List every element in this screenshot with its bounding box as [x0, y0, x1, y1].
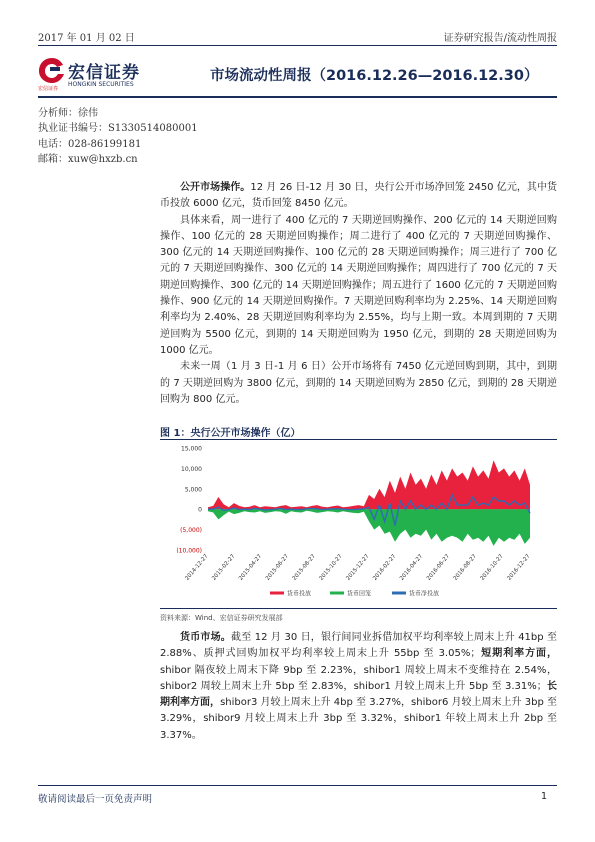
x-tick-label: 2015-04-27: [238, 553, 264, 582]
figure-source: 资料来源：Wind、宏信证券研究发展部: [160, 614, 283, 622]
analyst-phone: 电话：028-86199181: [38, 138, 142, 150]
logo-mark-icon: [38, 56, 66, 86]
open-market-detail: 具体来看，周一进行了 400 亿元的 7 天期逆回购操作、200 亿元的 14 天期逆回购操作、100 亿元的 28 天期逆回购操作；周二进行了 400 亿元的 7 天期逆回购操作、300 亿元的 14 天期逆回购操作、100 亿元的 28 天期逆回购操作；周三进行了 700 亿元的 7 天期逆回购操作、300 亿元的 14 天期逆回购操作；周四进行了 700 亿元的 7 天期逆回购操作、300 亿元的 14 天期逆回购操作；周五进行了 1600 亿元的 7 天期逆回购操作、900 亿元的 14 天期逆回购操作。7 天期逆回购利率均为 2.25%、14 天期逆回购利率均为 2.40%、28 天期逆回购利率均为 2.55%，均与上期一致。本周到期的 7 天期逆回购为 5500 亿元，到期的 14 天期逆回购为 1950 亿元，到期的 28 天期逆回购为 1000 亿元。: [160, 214, 557, 356]
report-title: 市场流动性周报（2016.12.26—2016.12.30）: [210, 68, 539, 84]
legend-label: 货币投放: [287, 590, 312, 598]
open-market-section: [160, 180, 557, 408]
y-tick-label: 0: [198, 506, 202, 514]
logo-name-cn: 宏信证券: [68, 63, 140, 83]
x-tick-label: 2015-02-27: [211, 553, 237, 582]
logo-name-en: HONGKIN SECURITIES: [68, 81, 134, 88]
figure-bottom-rule: [160, 608, 557, 609]
x-tick-label: 2016-04-27: [399, 553, 425, 582]
logo-name-small: 宏信证券: [38, 86, 59, 92]
x-tick-label: 2016-06-27: [425, 553, 452, 582]
analyst-name: 分析师：徐伟: [38, 108, 98, 119]
y-tick-label: (10,000): [176, 547, 202, 555]
legend-label: 货币净投放: [409, 590, 440, 598]
y-tick-label: (5,000): [180, 527, 202, 535]
footer-disclaimer: 敬请阅读最后一页免责声明: [38, 794, 153, 805]
page-number: 1: [540, 791, 547, 802]
x-tick-label: 2016-02-27: [372, 553, 398, 582]
x-tick-label: 2016-08-27: [452, 553, 478, 582]
analyst-license: 执业证书编号：S1330514080001: [38, 123, 198, 135]
open-market-chart: [160, 440, 557, 606]
y-tick-label: 10,000: [181, 465, 202, 473]
open-market-summary: [160, 180, 557, 213]
x-tick-label: 2015-12-27: [345, 553, 371, 582]
analyst-info: [38, 106, 198, 167]
money-market-text: [160, 630, 557, 744]
y-tick-label: 15,000: [181, 445, 202, 453]
x-tick-label: 2016-12-27: [506, 553, 532, 582]
x-tick-label: 2015-06-27: [264, 553, 291, 582]
money-market-section: [160, 630, 557, 744]
short-rate-heading: 短期利率方面，: [480, 648, 557, 660]
company-logo: [38, 56, 168, 96]
title-divider: [38, 96, 557, 98]
figure-title: 图 1：央行公开市场操作（亿）: [160, 428, 301, 439]
x-tick-label: 2015-08-27: [291, 553, 317, 582]
footer-divider: [38, 785, 557, 786]
header-divider: [38, 45, 557, 46]
x-tick-label: 2014-12-27: [184, 553, 210, 582]
open-market-heading: 公开市场操作。: [180, 182, 251, 193]
money-market-heading: 货币市场。: [180, 632, 232, 643]
series-area-injection: [208, 460, 530, 509]
y-tick-label: 5,000: [184, 486, 202, 494]
open-market-outlook: 未来一周（1 月 3 日-1 月 6 日）公开市场将有 7450 亿元逆回购到期，其中，到期的 7 天期逆回购为 3800 亿元，到期的 14 天期逆回购为 2850 亿元，到期的 28 天期逆回购为 800 亿元。: [160, 361, 557, 405]
series-area-withdrawal: [208, 509, 530, 546]
long-rate-text: shibor3 月较上周末上升 4bp 至 3.27%，shibor6 月较上周末上升 3bp 至 3.29%，shibor9 月较上周末上升 3bp 至 3.32%，shibor1 年较上周末上升 2bp 至 3.37%。: [160, 697, 558, 741]
long-rate-heading: 长期利率方面，: [160, 680, 557, 709]
report-category: 证券研究报告/流动性周报: [443, 33, 557, 44]
money-market-rates: 截至 12 月 30 日，银行间同业拆借加权平均利率较上周末上升 41bp 至 2.88%、质押式回购加权平均利率较上周末上升 55bp 至 3.05%；: [160, 632, 557, 660]
open-market-summary-text: 12 月 26 日-12 月 30 日，央行公开市场净回笼 2450 亿元，其中货币投放 6000 亿元，货币回笼 8450 亿元。: [160, 182, 558, 210]
short-rate-text: shibor 隔夜较上周末下降 9bp 至 2.23%，shibor1 周较上周末不变维持在 2.54%，shibor2 周较上周末上升 5bp 至 2.83%，shibor1 月较上周末上升 5bp 至 3.31%；: [160, 664, 557, 692]
analyst-email: 邮箱：xuw@hxzb.cn: [38, 153, 138, 165]
legend-label: 货币回笼: [347, 590, 372, 598]
x-tick-label: 2016-10-27: [479, 553, 505, 582]
x-tick-label: 2015-10-27: [318, 553, 344, 582]
report-date: 2017 年 01 月 02 日: [38, 33, 135, 44]
